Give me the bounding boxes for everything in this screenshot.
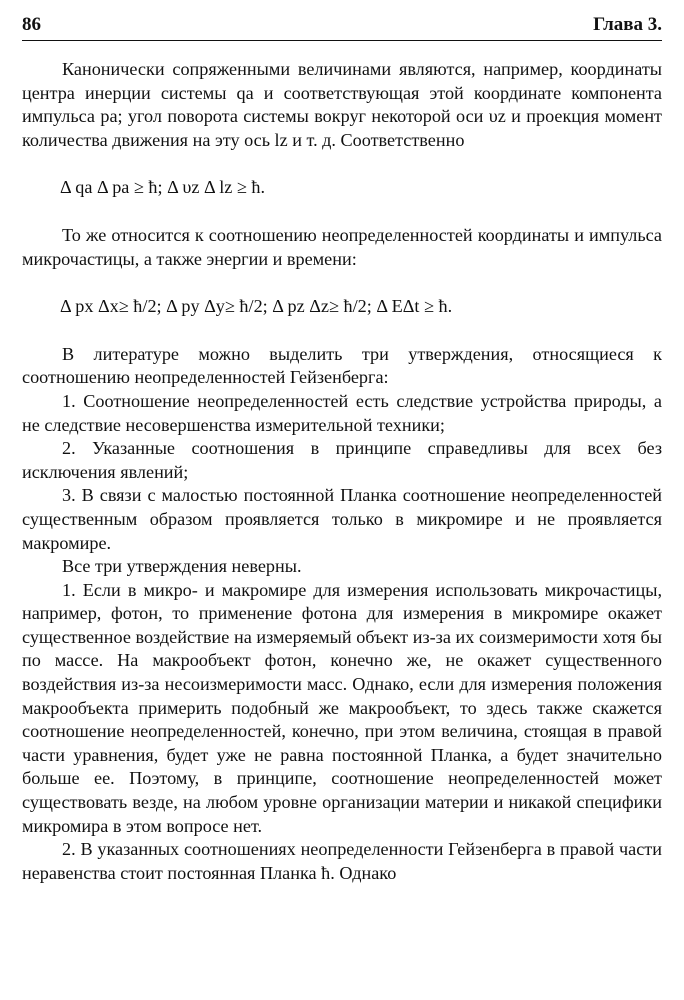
statement-1: 1. Соотношение неопределенностей есть следствие устройства природы, а не следствие несовершенства измерительной техники; [22,390,662,435]
formula-uncertainty: Δ px Δx≥ ħ/2; Δ py Δy≥ ħ/2; Δ pz Δz≥ ħ/2; Δ EΔt ≥ ħ. [60,296,453,317]
paragraph-statements-intro: В литературе можно выделить три утверждения, относящиеся к соотношению неопределенностей Гейзенберга: [22,343,662,388]
statement-2: 2. Указанные соотношения в принципе справедливы для всех без исключения явлений; [22,438,662,482]
paragraph-microparticle: То же относится к соотношению неопределенностей координаты и импульса микрочастицы, а также энергии и времени: [22,224,662,269]
formula-canonical: Δ qa Δ pa ≥ ħ; Δ υz Δ lz ≥ ħ. [60,177,266,198]
page-number: 86 [22,14,41,35]
chapter-title: Глава 3. [593,14,662,35]
rebuttal-1: 1. Если в микро- и макромире для измерения использовать микрочастицы, например, фотон, то применение фотона для измерения в микромире окажет существенное воздействие на измеряемый объект из-за их соизмеримости хотя бы по массе. На макрообъект фотон, конечно же, не окажет существенного воздействия из-за несоизмеримости масс. Однако, если для измерения положения макрообъекта примерить подобный же макрообъект, то здесь также скажется соотношение неопределенностей, конечно, при этом величина, стоящая в правой части уравнения, будет уже не равна постоянной Планка, а будет значительно больше ее. Поэтому, в принципе, соотношение неопределенностей может существовать везде, на любом уровне организации материи и никакой специфики микромира в этом вопросе нет. [22,579,662,836]
page-body [22,58,662,885]
rebuttal-2: 2. В указанных соотношениях неопределенности Гейзенберга в правой части неравенства стоит постоянная Планка ħ. Однако [22,839,662,883]
paragraph-canonical: Канонически сопряженными величинами являются, например, координаты центра инерции системы qa и соответствующая этой координате компонента импульса pa; угол поворота системы вокруг некоторой оси υz и проекция момент количества движения на эту ось lz и т. д. Соответственно [22,59,662,150]
page-header [22,14,662,41]
statement-3: 3. В связи с малостью постоянной Планка соотношение неопределенностей существенным образом проявляется только в микромире и не проявляется макромире. [22,485,662,553]
paragraph-all-wrong: Все три утверждения неверны. [62,556,302,577]
